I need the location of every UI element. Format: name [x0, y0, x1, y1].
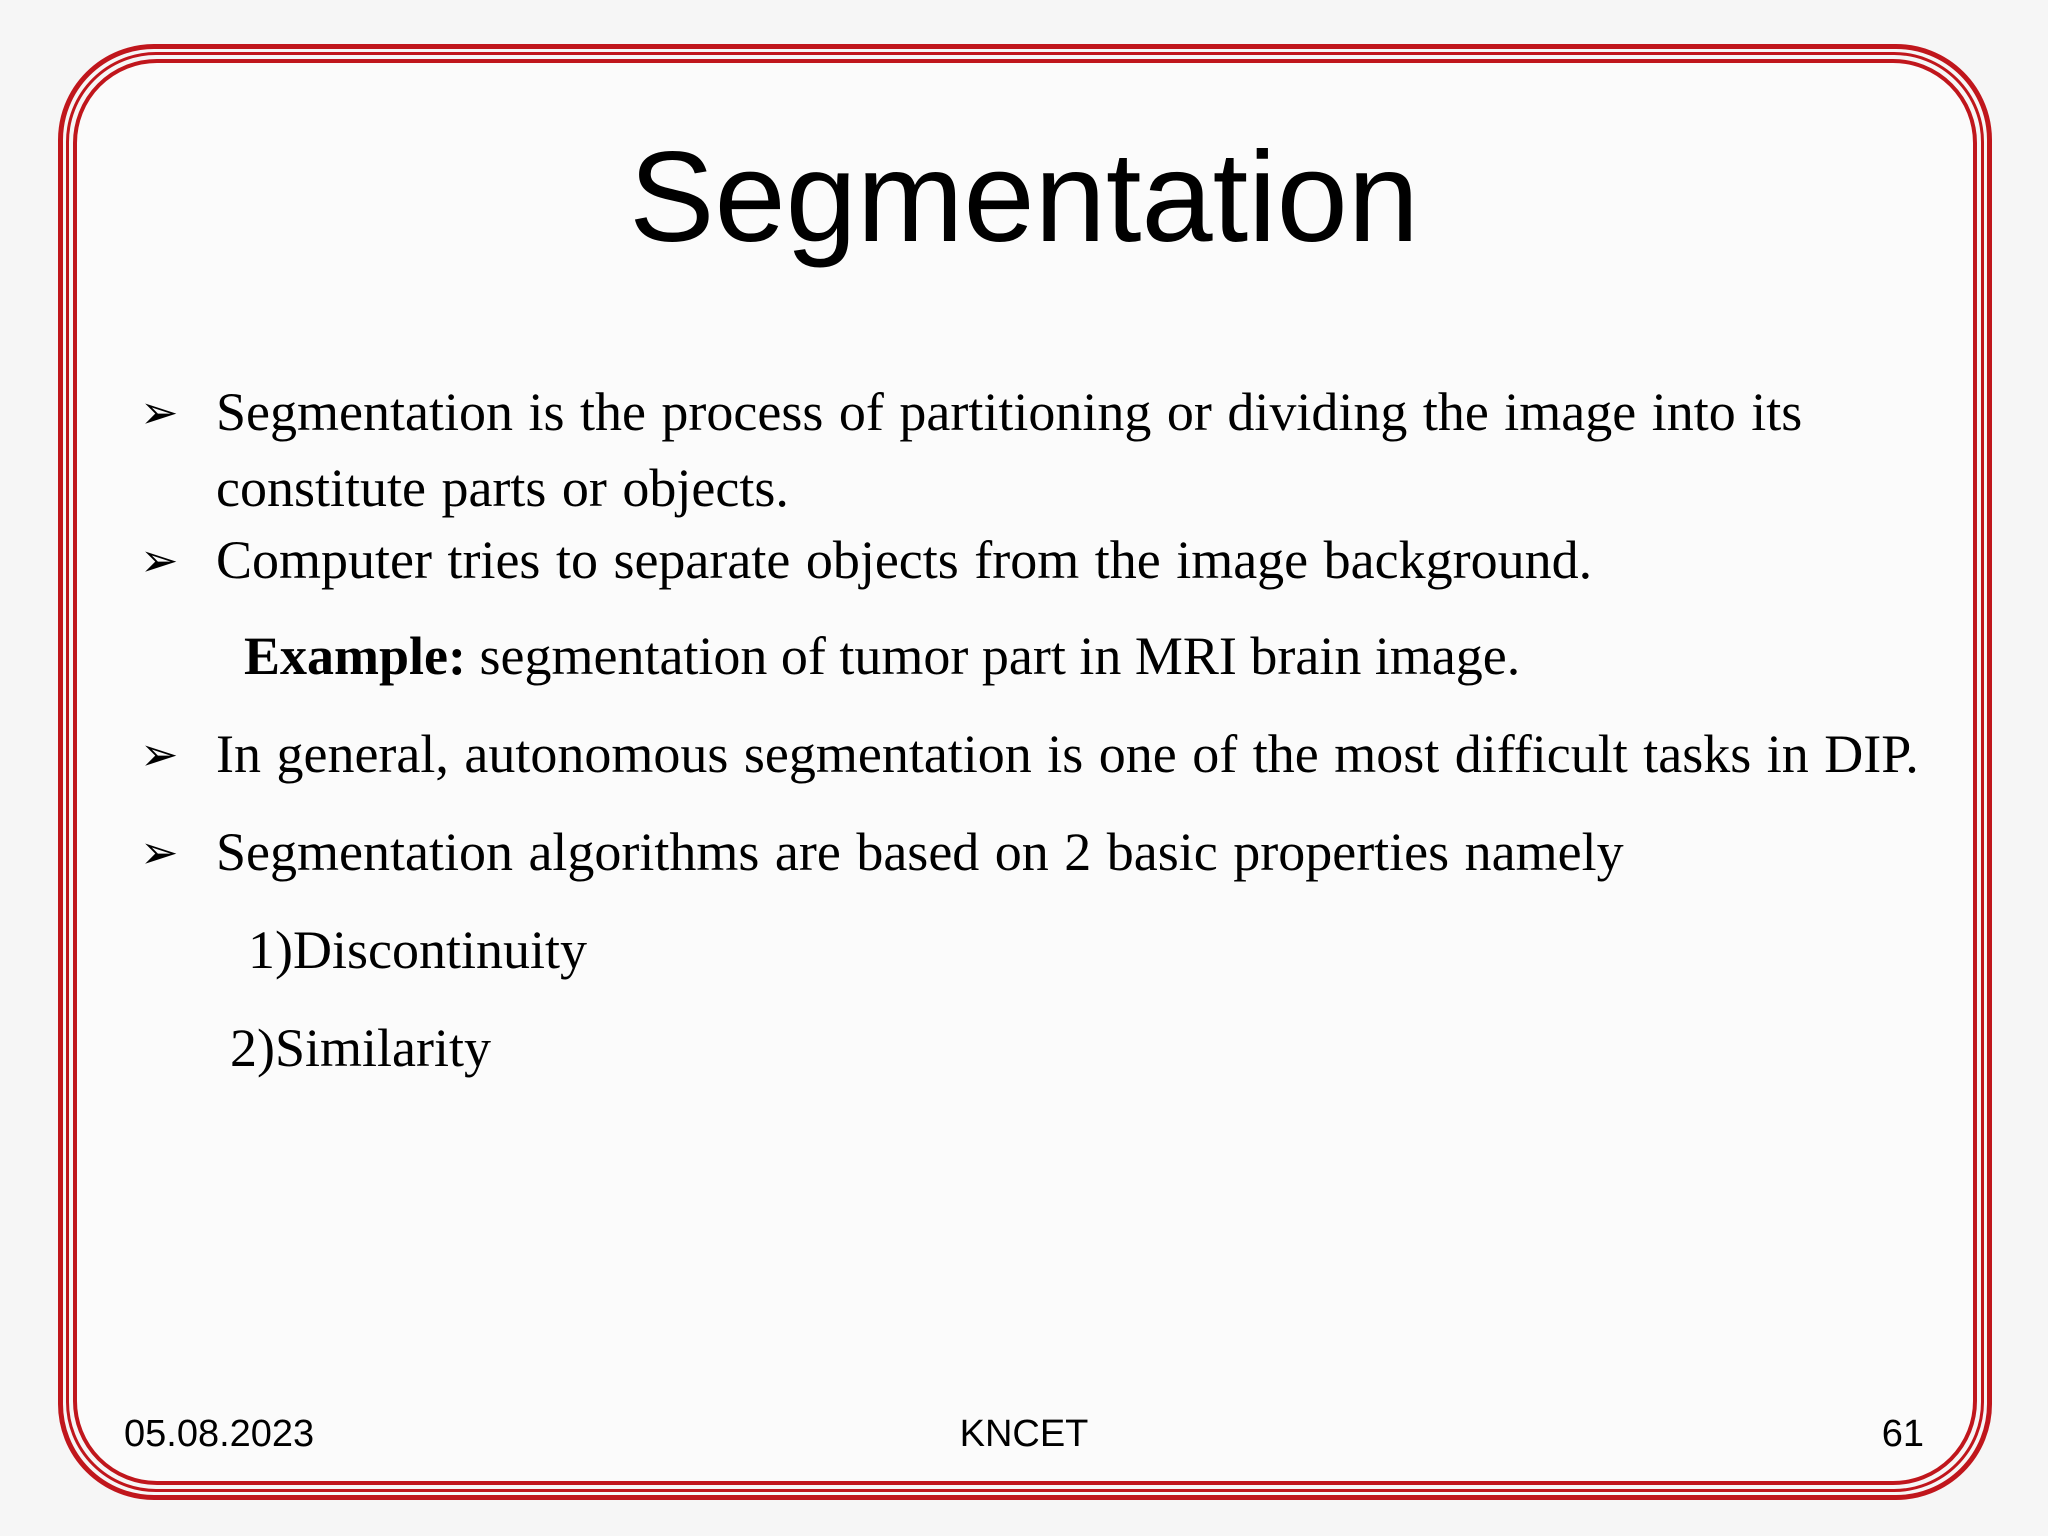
example-line — [244, 618, 1520, 694]
bullet-item — [140, 374, 1940, 526]
example-text: segmentation of tumor part in MRI brain image. — [466, 626, 1521, 686]
property-item: 1)Discontinuity — [248, 920, 587, 980]
footer-page-number: 61 — [1881, 1413, 1924, 1455]
footer-institution: KNCET — [959, 1413, 1089, 1455]
property-item: 2)Similarity — [230, 1018, 491, 1078]
bullet-text: Segmentation is the process of partitioning or dividing the image into its constitute parts or objects. — [216, 382, 1803, 518]
bullet-item — [140, 814, 1940, 890]
arrow-bullet-icon: ➢ — [140, 533, 179, 587]
bullet-item — [140, 522, 1940, 598]
bullet-text: Computer tries to separate objects from the image background. — [216, 530, 1593, 590]
arrow-bullet-icon: ➢ — [140, 825, 179, 879]
slide-title: Segmentation — [629, 126, 1419, 269]
bullet-item — [140, 716, 1940, 792]
bullet-text: In general, autonomous segmentation is one of the most difficult tasks in DIP. — [216, 724, 1919, 784]
bullet-text: Segmentation algorithms are based on 2 basic properties namely — [216, 822, 1624, 882]
example-label: Example: — [244, 626, 466, 686]
arrow-bullet-icon: ➢ — [140, 385, 179, 439]
footer-date: 05.08.2023 — [124, 1413, 315, 1455]
arrow-bullet-icon: ➢ — [140, 727, 179, 781]
